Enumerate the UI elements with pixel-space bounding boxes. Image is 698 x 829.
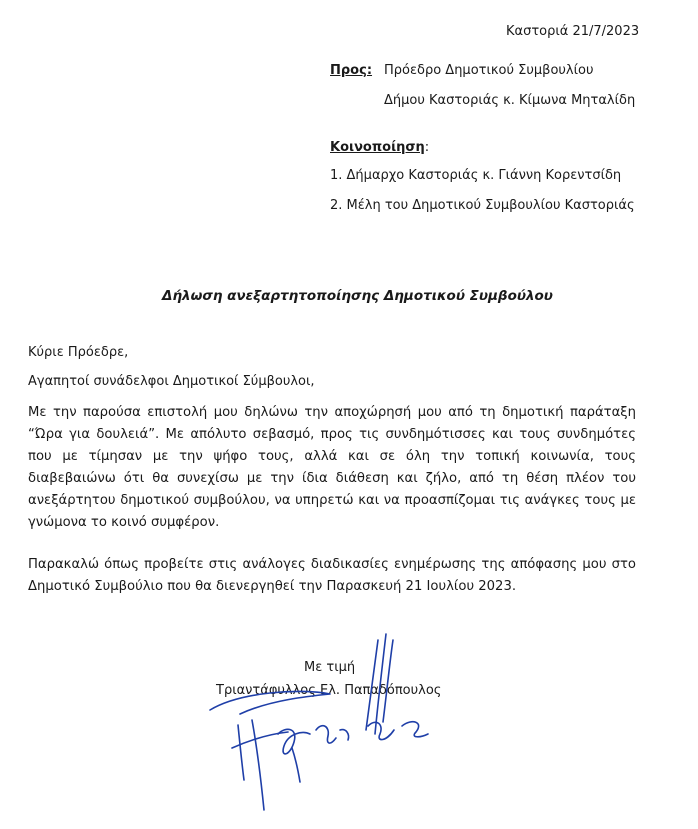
cc-label: Κοινοποίηση <box>330 140 425 155</box>
body-paragraph-2: Παρακαλώ όπως προβείτε στις ανάλογες διαδικασίες ενημέρωσης της απόφασης μου στο Δημοτικό Συμβούλιο που θα διενεργηθεί την Παρασκευή 21 Ιουλίου 2023. <box>28 557 636 594</box>
to-line-1: Πρόεδρο Δημοτικού Συμβουλίου <box>384 63 594 78</box>
signature-image <box>180 630 440 820</box>
subject-title: Δήλωση ανεξαρτητοποίησης Δημοτικού Συμβούλου <box>162 288 553 304</box>
cc-heading <box>330 140 429 155</box>
salutation-1: Κύριε Πρόεδρε, <box>28 345 129 360</box>
to-line-2: Δήμου Καστοριάς κ. Κίμωνα Μηταλίδη <box>384 93 636 108</box>
closing: Με τιμή <box>304 660 356 675</box>
cc-item-1: 1. Δήμαρχο Καστοριάς κ. Γιάννη Κορεντσίδη <box>330 168 622 183</box>
cc-colon: : <box>424 140 430 155</box>
body-paragraph-1: Με την παρούσα επιστολή μου δηλώνω την αποχώρησή μου από τη δημοτική παράταξη “Ώρα για δουλειά”. Με απόλυτο σεβασμό, προς τις συνδημότισσες και τους συνδημότες που με τίμησαν με την ψήφο τους, αλλά και σε όλη την τοπική κοινωνία, τους διαβεβαιώνω ότι θα συνεχίσω με την ίδια διάθεση και ζήλο, από τη θέση πλέον του ανεξάρτητου δημοτικού συμβούλου, να υπηρετώ και να προασπίζομαι τις ανάγκες τους με γνώμονα το κοινό συμφέρον. <box>28 405 636 530</box>
salutation-2: Αγαπητοί συνάδελφοι Δημοτικοί Σύμβουλοι, <box>28 374 315 389</box>
to-label: Προς: <box>330 63 373 78</box>
signer-name: Τριαντάφυλλος Ελ. Παπαδόπουλος <box>216 683 442 698</box>
place-date: Καστοριά 21/7/2023 <box>506 24 640 39</box>
cc-item-2: 2. Μέλη του Δημοτικού Συμβουλίου Καστοριάς <box>330 198 635 213</box>
